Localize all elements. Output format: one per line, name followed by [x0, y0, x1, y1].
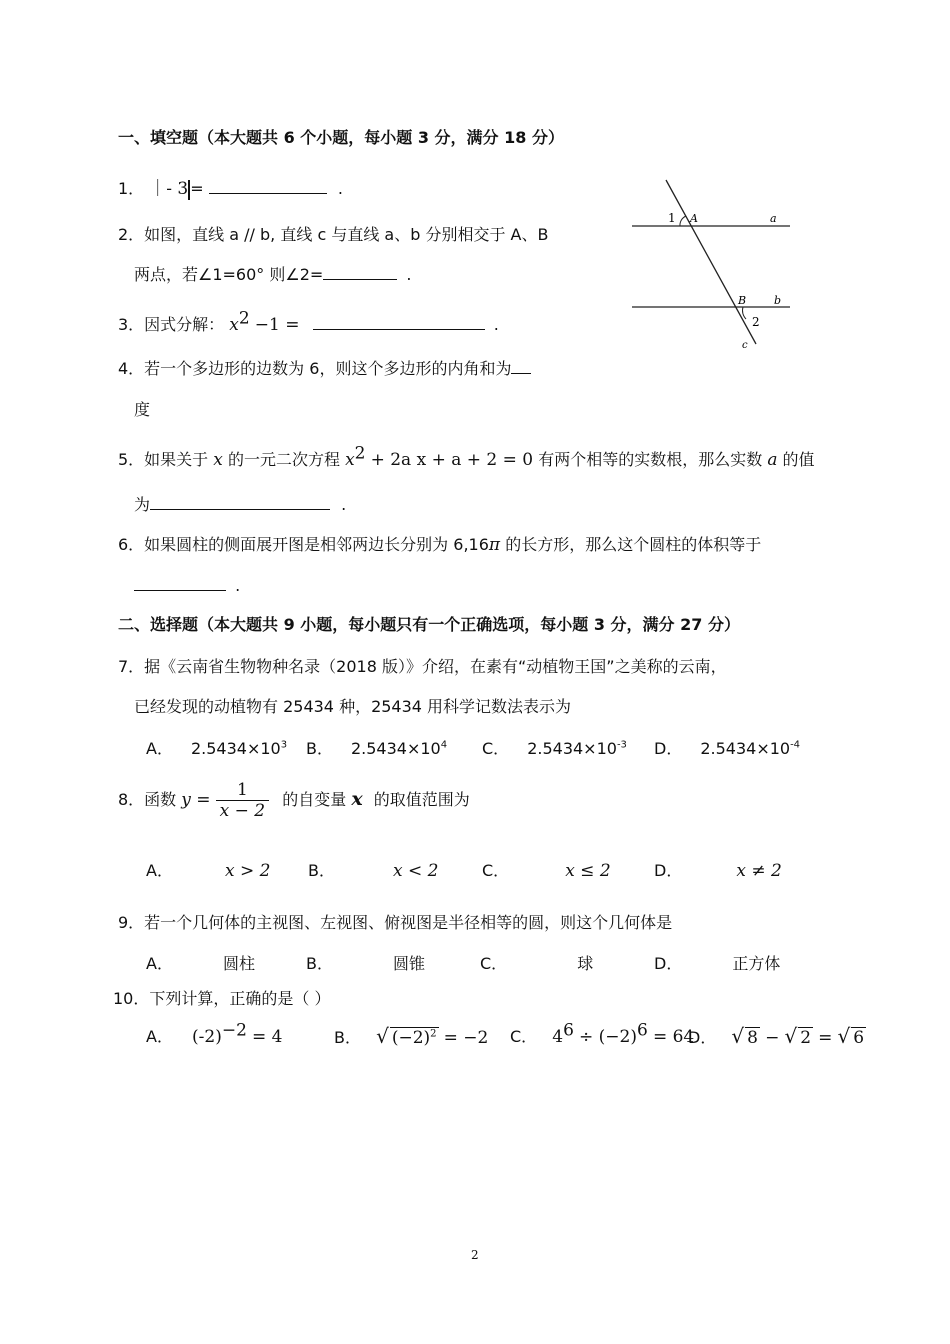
- label-A: A: [690, 212, 698, 225]
- option-value: 2.5434×10: [190, 739, 281, 758]
- question-6-line-2: [134, 574, 240, 595]
- sqrt-sign: √: [376, 1024, 389, 1048]
- q3-expr-exponent: 2: [238, 308, 250, 329]
- q7-option-b[interactable]: [306, 736, 447, 759]
- q6-answer-blank[interactable]: [134, 574, 226, 591]
- q5-eq-rest: + 2a x + a + 2 = 0: [370, 450, 534, 470]
- question-1: [118, 174, 343, 200]
- section-1-title: 一、填空题（本大题共 6 个小题，每小题 3 分，满分 18 分）: [118, 128, 564, 147]
- question-10: 10．下列计算，正确的是（ ）: [113, 989, 331, 1008]
- q1-number: 1．: [118, 179, 145, 198]
- q1-period: .: [337, 179, 343, 198]
- option-value: 球: [577, 954, 594, 973]
- option-label: C．: [480, 954, 508, 973]
- q8-option-a[interactable]: [146, 858, 270, 881]
- question-8: [118, 780, 470, 821]
- q5-eq-exponent: 2: [354, 443, 366, 464]
- q1-abs-expression: ｜- 3: [149, 179, 189, 199]
- option-exponent: 3: [280, 739, 288, 751]
- q8-option-c[interactable]: [482, 858, 611, 881]
- question-2-line-2: [134, 262, 412, 285]
- q5-text-c: 有两个相等的实数根，那么实数: [538, 450, 763, 469]
- line-c: [666, 180, 756, 344]
- option-c-exponent-2: 6: [637, 1020, 648, 1041]
- question-5-line-1: [118, 443, 815, 470]
- label-B: B: [738, 294, 747, 307]
- q5-var-a: a: [767, 450, 778, 470]
- q5-text-b: 的一元二次方程: [227, 450, 340, 469]
- option-c-mid: ÷ (−2): [579, 1027, 638, 1047]
- option-c-exponent: 6: [563, 1020, 574, 1041]
- option-c-rest: = 64: [652, 1027, 695, 1047]
- option-label: C．: [482, 861, 510, 880]
- option-label: A．: [146, 1027, 173, 1046]
- q5-eq-x: x: [345, 450, 355, 470]
- q2-text: 两点，若∠1=60° 则∠2=: [134, 265, 324, 284]
- q1-equals: =: [190, 179, 204, 198]
- q5-line-2-text: 为: [134, 495, 151, 514]
- q6-text-b: 的长方形，那么这个圆柱的体积等于: [505, 535, 762, 554]
- option-label: D．: [654, 861, 683, 880]
- option-label: B．: [334, 1028, 361, 1047]
- option-b-inner-exponent: 2: [430, 1028, 437, 1040]
- option-d-radicand-1: 8: [747, 1028, 758, 1048]
- option-label: A．: [146, 861, 173, 880]
- q5-text-d: 的值: [782, 450, 815, 469]
- option-a-base: (-2): [192, 1027, 222, 1047]
- section-2-title: 二、选择题（本大题共 9 小题，每小题只有一个正确选项，每小题 3 分，满分 27 分）: [118, 615, 740, 634]
- q10-option-b[interactable]: [334, 1024, 488, 1048]
- option-value: 2.5434×10: [350, 739, 441, 758]
- option-label: C．: [482, 739, 510, 758]
- question-9: 9．若一个几何体的主视图、左视图、俯视图是半径相等的圆，则这个几何体是: [118, 913, 673, 932]
- q8-option-b[interactable]: [308, 858, 438, 881]
- option-label: B．: [306, 954, 333, 973]
- q7-option-c[interactable]: [482, 736, 627, 759]
- q8-y-equals: y =: [181, 790, 211, 810]
- option-exponent: -4: [790, 739, 801, 751]
- q6-pi: π: [488, 535, 501, 555]
- option-value: 圆柱: [222, 954, 255, 973]
- q10-option-d[interactable]: [688, 1024, 866, 1048]
- question-6-line-1: [118, 532, 761, 555]
- q5-answer-blank[interactable]: [150, 493, 330, 510]
- q3-prefix: 3．因式分解：: [118, 315, 225, 334]
- q1-answer-blank[interactable]: [209, 177, 327, 194]
- parallel-lines-figure: [628, 178, 798, 350]
- option-d-radicand-2: 2: [800, 1028, 812, 1048]
- option-value: 圆锥: [392, 954, 425, 973]
- label-1: 1: [668, 211, 676, 225]
- option-value: x ≠ 2: [736, 861, 782, 881]
- option-label: C．: [510, 1027, 538, 1046]
- q8-mid-text: 的自变量: [282, 790, 347, 809]
- question-7-line-2: 已经发现的动植物有 25434 种，25434 用科学记数法表示为: [134, 697, 572, 716]
- q10-option-a[interactable]: [146, 1020, 283, 1047]
- label-c: c: [742, 340, 748, 350]
- option-label: B．: [308, 861, 335, 880]
- option-b-rest: = −2: [443, 1028, 489, 1048]
- option-label: A．: [146, 739, 173, 758]
- q9-option-c[interactable]: [480, 951, 593, 974]
- q2-period: .: [406, 265, 412, 284]
- option-label: D．: [688, 1028, 717, 1047]
- q7-option-d[interactable]: [654, 736, 800, 759]
- option-value: x ≤ 2: [565, 861, 611, 881]
- q9-option-d[interactable]: [654, 951, 780, 974]
- q5-text-a: 5．如果关于: [118, 450, 209, 469]
- option-a-exponent: −2: [221, 1020, 247, 1041]
- q5-var-x: x: [213, 450, 223, 470]
- q3-expr-base: x: [229, 315, 239, 335]
- option-value: 2.5434×10: [700, 739, 791, 758]
- option-label: B．: [306, 739, 333, 758]
- label-a: a: [770, 212, 777, 225]
- option-d-equals: =: [818, 1028, 833, 1048]
- option-c-base: 4: [552, 1027, 564, 1047]
- q8-fraction: [216, 780, 269, 821]
- q8-prefix: 8．函数: [118, 790, 177, 809]
- q4-answer-blank[interactable]: [511, 357, 531, 374]
- q8-denominator: x − 2: [219, 801, 266, 821]
- q3-period: .: [493, 315, 499, 334]
- option-d-radicand-3: 6: [853, 1028, 865, 1048]
- option-exponent: 4: [440, 739, 448, 751]
- sqrt-sign: √: [784, 1024, 798, 1048]
- q8-var-x: x: [351, 788, 363, 810]
- q3-answer-blank[interactable]: [313, 313, 485, 330]
- q6-period: .: [235, 576, 241, 595]
- sqrt-sign: √: [837, 1024, 851, 1048]
- q5-period: .: [341, 495, 347, 514]
- q7-option-a[interactable]: [146, 736, 287, 759]
- option-a-rest: = 4: [252, 1027, 283, 1047]
- q9-option-b[interactable]: [306, 951, 425, 974]
- option-label: A．: [146, 954, 173, 973]
- question-4-line-2: 度: [134, 400, 151, 419]
- option-value: x > 2: [224, 861, 271, 881]
- option-value: x < 2: [392, 861, 439, 881]
- q3-expr-rest: −1 =: [254, 315, 300, 335]
- q8-suffix: 的取值范围为: [373, 790, 470, 809]
- question-5-line-2: [134, 492, 346, 515]
- option-label: D．: [654, 739, 683, 758]
- question-2-line-1: 2．如图，直线 a // b, 直线 c 与直线 a、b 分别相交于 A、B: [118, 225, 549, 244]
- angle-1-arc: [680, 216, 686, 226]
- q8-option-d[interactable]: [654, 858, 782, 881]
- sqrt-sign: √: [731, 1024, 745, 1048]
- angle-2-arc: [742, 307, 746, 319]
- option-label: D．: [654, 954, 683, 973]
- page-number: 2: [471, 1248, 479, 1262]
- q10-option-c[interactable]: [510, 1020, 695, 1047]
- q2-answer-blank[interactable]: [323, 263, 397, 280]
- q6-text-a: 6．如果圆柱的侧面展开图是相邻两边长分别为 6,16: [118, 535, 489, 554]
- option-exponent: -3: [616, 739, 627, 751]
- option-d-minus: −: [765, 1028, 780, 1048]
- question-3: [118, 308, 499, 335]
- option-value: 正方体: [732, 954, 781, 973]
- option-b-inner-base: (−2): [391, 1028, 431, 1048]
- question-4-line-1: [118, 356, 531, 379]
- option-b-radicand: [390, 1027, 439, 1048]
- label-2: 2: [752, 315, 760, 329]
- q8-numerator: 1: [216, 780, 269, 801]
- option-value: 2.5434×10: [527, 739, 617, 758]
- q9-option-a[interactable]: [146, 951, 255, 974]
- label-b: b: [774, 294, 782, 307]
- q4-text: 4．若一个多边形的边数为 6，则这个多边形的内角和为: [118, 359, 512, 378]
- question-7-line-1: 7．据《云南省生物物种名录（2018 版）》介绍，在素有“动植物王国”之美称的云南，: [118, 657, 727, 676]
